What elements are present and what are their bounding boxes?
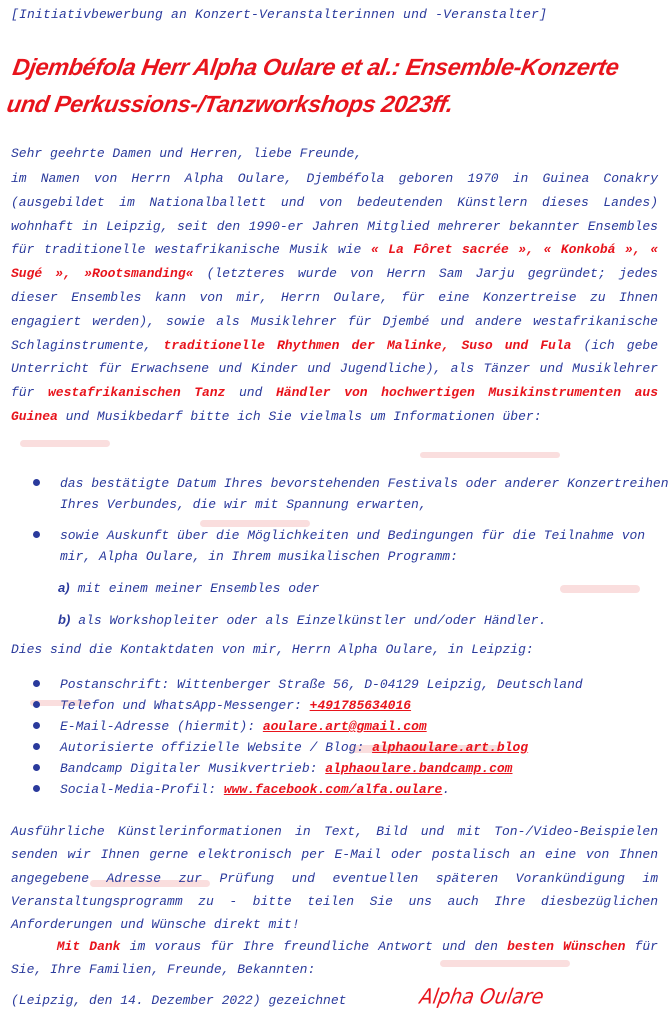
option-item: b) als Workshopleiter oder als Einzelkünstler und/oder Händler.	[58, 612, 547, 628]
greeting: Sehr geehrte Damen und Herren, liebe Freunde,	[11, 146, 363, 161]
contact-intro: Dies sind die Kontaktdaten von mir, Herrn Alpha Oulare, in Leipzig:	[11, 642, 534, 657]
rhythms-highlight: traditionelle Rhythmen der Malinke, Suso und Fula	[163, 337, 572, 353]
thanks-paragraph: Mit Dank im voraus für Ihre freundliche Antwort und den besten Wünschen für Sie, Ihre Familien, Freunde, Bekannten:	[11, 939, 658, 978]
bullet-icon	[33, 701, 40, 708]
bullet-icon	[33, 764, 40, 771]
body-text: im Namen von Herrn Alpha Oulare, Djembéfola geboren 1970 in Guinea Conakry (ausgebildet im Nationalballett und von bedeutenden Künstlern dieses Landes) wohnhaft in Leipzig, seit den 1990-er Jahren Mitglied mehrerer bekannter Ensembles für traditionelle westafrikanische Musik wie	[11, 171, 658, 258]
page-title: Djembéfola Herr Alpha Oulare et al.: Ensemble-Konzerte und Perkussions-/Tanzworkshops 2023ff.	[5, 54, 621, 117]
option-item: a) mit einem meiner Ensembles oder	[58, 580, 320, 596]
body-text: (ich gebe Unterricht für Erwachsene und Kinder und Jugendliche), als Tänzer und Musiklehrer für	[11, 337, 659, 401]
bullet-icon	[33, 531, 40, 538]
wishes-highlight: besten Wünschen	[507, 939, 626, 954]
contact-website: Autorisierte offizielle Website / Blog: alphaoulare.art.blog	[0, 737, 669, 758]
bullet-icon	[33, 479, 40, 486]
email-link[interactable]: aoulare.art@gmail.com	[262, 719, 427, 734]
list-item: sowie Auskunft über die Möglichkeiten und Bedingungen für die Teilnahme von mir, Alpha Oulare, in Ihrem musikalischen Programm:	[0, 525, 669, 567]
dealer-highlight: Händler von hochwertigen Musikinstrumenten aus Guinea	[11, 385, 658, 424]
list-item: das bestätigte Datum Ihres bevorstehenden Festivals oder anderer Konzertreihen Ihres Verbundes, die wir mit Spannung erwarten,	[0, 473, 669, 515]
facebook-link[interactable]: www.facebook.com/alfa.oulare	[223, 782, 443, 797]
contact-phone: Telefon und WhatsApp-Messenger: +491785634016	[0, 695, 669, 716]
dance-highlight: westafrikanischen Tanz	[48, 385, 226, 401]
bullet-icon	[33, 743, 40, 750]
body-text: (letzteres wurde von Herrn Sam Jarju gegründet; jedes dieser Ensembles kann von mir, Herrn Oulare, für eine Konzertreise zu Ihnen engagiert werden), sowie als Musiklehrer für Djembé und andere westafrikanische Schlaginstrumente,	[11, 266, 658, 353]
thanks-highlight: Mit Dank	[56, 939, 121, 954]
request-list	[0, 473, 669, 631]
closing-paragraph: Ausführliche Künstlerinformationen in Text, Bild und mit Ton-/Video-Beispielen senden wir Ihnen gerne elektronisch per E-Mail oder postalisch an eine von Ihnen angegebene Adresse zur Prüfung und eventuellen späteren Vorankündigung im Veranstaltungsprogramm zu - bitte teilen Sie uns auch Ihre diesbezüglichen Anforderungen und Wünsche direkt mit!	[11, 824, 658, 933]
bullet-icon	[33, 680, 40, 687]
option-marker: a)	[58, 580, 70, 595]
bandcamp-link[interactable]: alphaoulare.bandcamp.com	[325, 761, 513, 776]
body-paragraph	[11, 167, 658, 429]
bullet-icon	[33, 722, 40, 729]
closing-line: (Leipzig, den 14. Dezember 2022) gezeichnet	[11, 993, 347, 1008]
body-text: und Musikbedarf bitte ich Sie vielmals um Informationen über:	[57, 408, 542, 424]
contact-list	[0, 674, 669, 800]
bullet-icon	[33, 785, 40, 792]
ensemble-names: « La Fôret sacrée », « Konkobá », « Sugé », »Rootsmanding«	[11, 242, 659, 282]
contact-email: E-Mail-Adresse (hiermit): aoulare.art@gmail.com	[0, 716, 669, 737]
website-link[interactable]: alphaoulare.art.blog	[372, 740, 529, 755]
phone-link[interactable]: +491785634016	[309, 698, 412, 713]
body-text: und	[225, 385, 276, 401]
signature: Alpha Oulare	[417, 984, 546, 1010]
contact-bandcamp: Bandcamp Digitaler Musikvertrieb: alphaoulare.bandcamp.com	[0, 758, 669, 779]
option-marker: b)	[58, 612, 71, 627]
contact-address: Postanschrift: Wittenberger Straße 56, D-04129 Leipzig, Deutschland	[0, 674, 669, 695]
contact-social: Social-Media-Profil: www.facebook.com/alfa.oulare.	[0, 779, 669, 800]
intro-line: [Initiativbewerbung an Konzert-Veranstalterinnen und -Veranstalter]	[11, 7, 548, 22]
